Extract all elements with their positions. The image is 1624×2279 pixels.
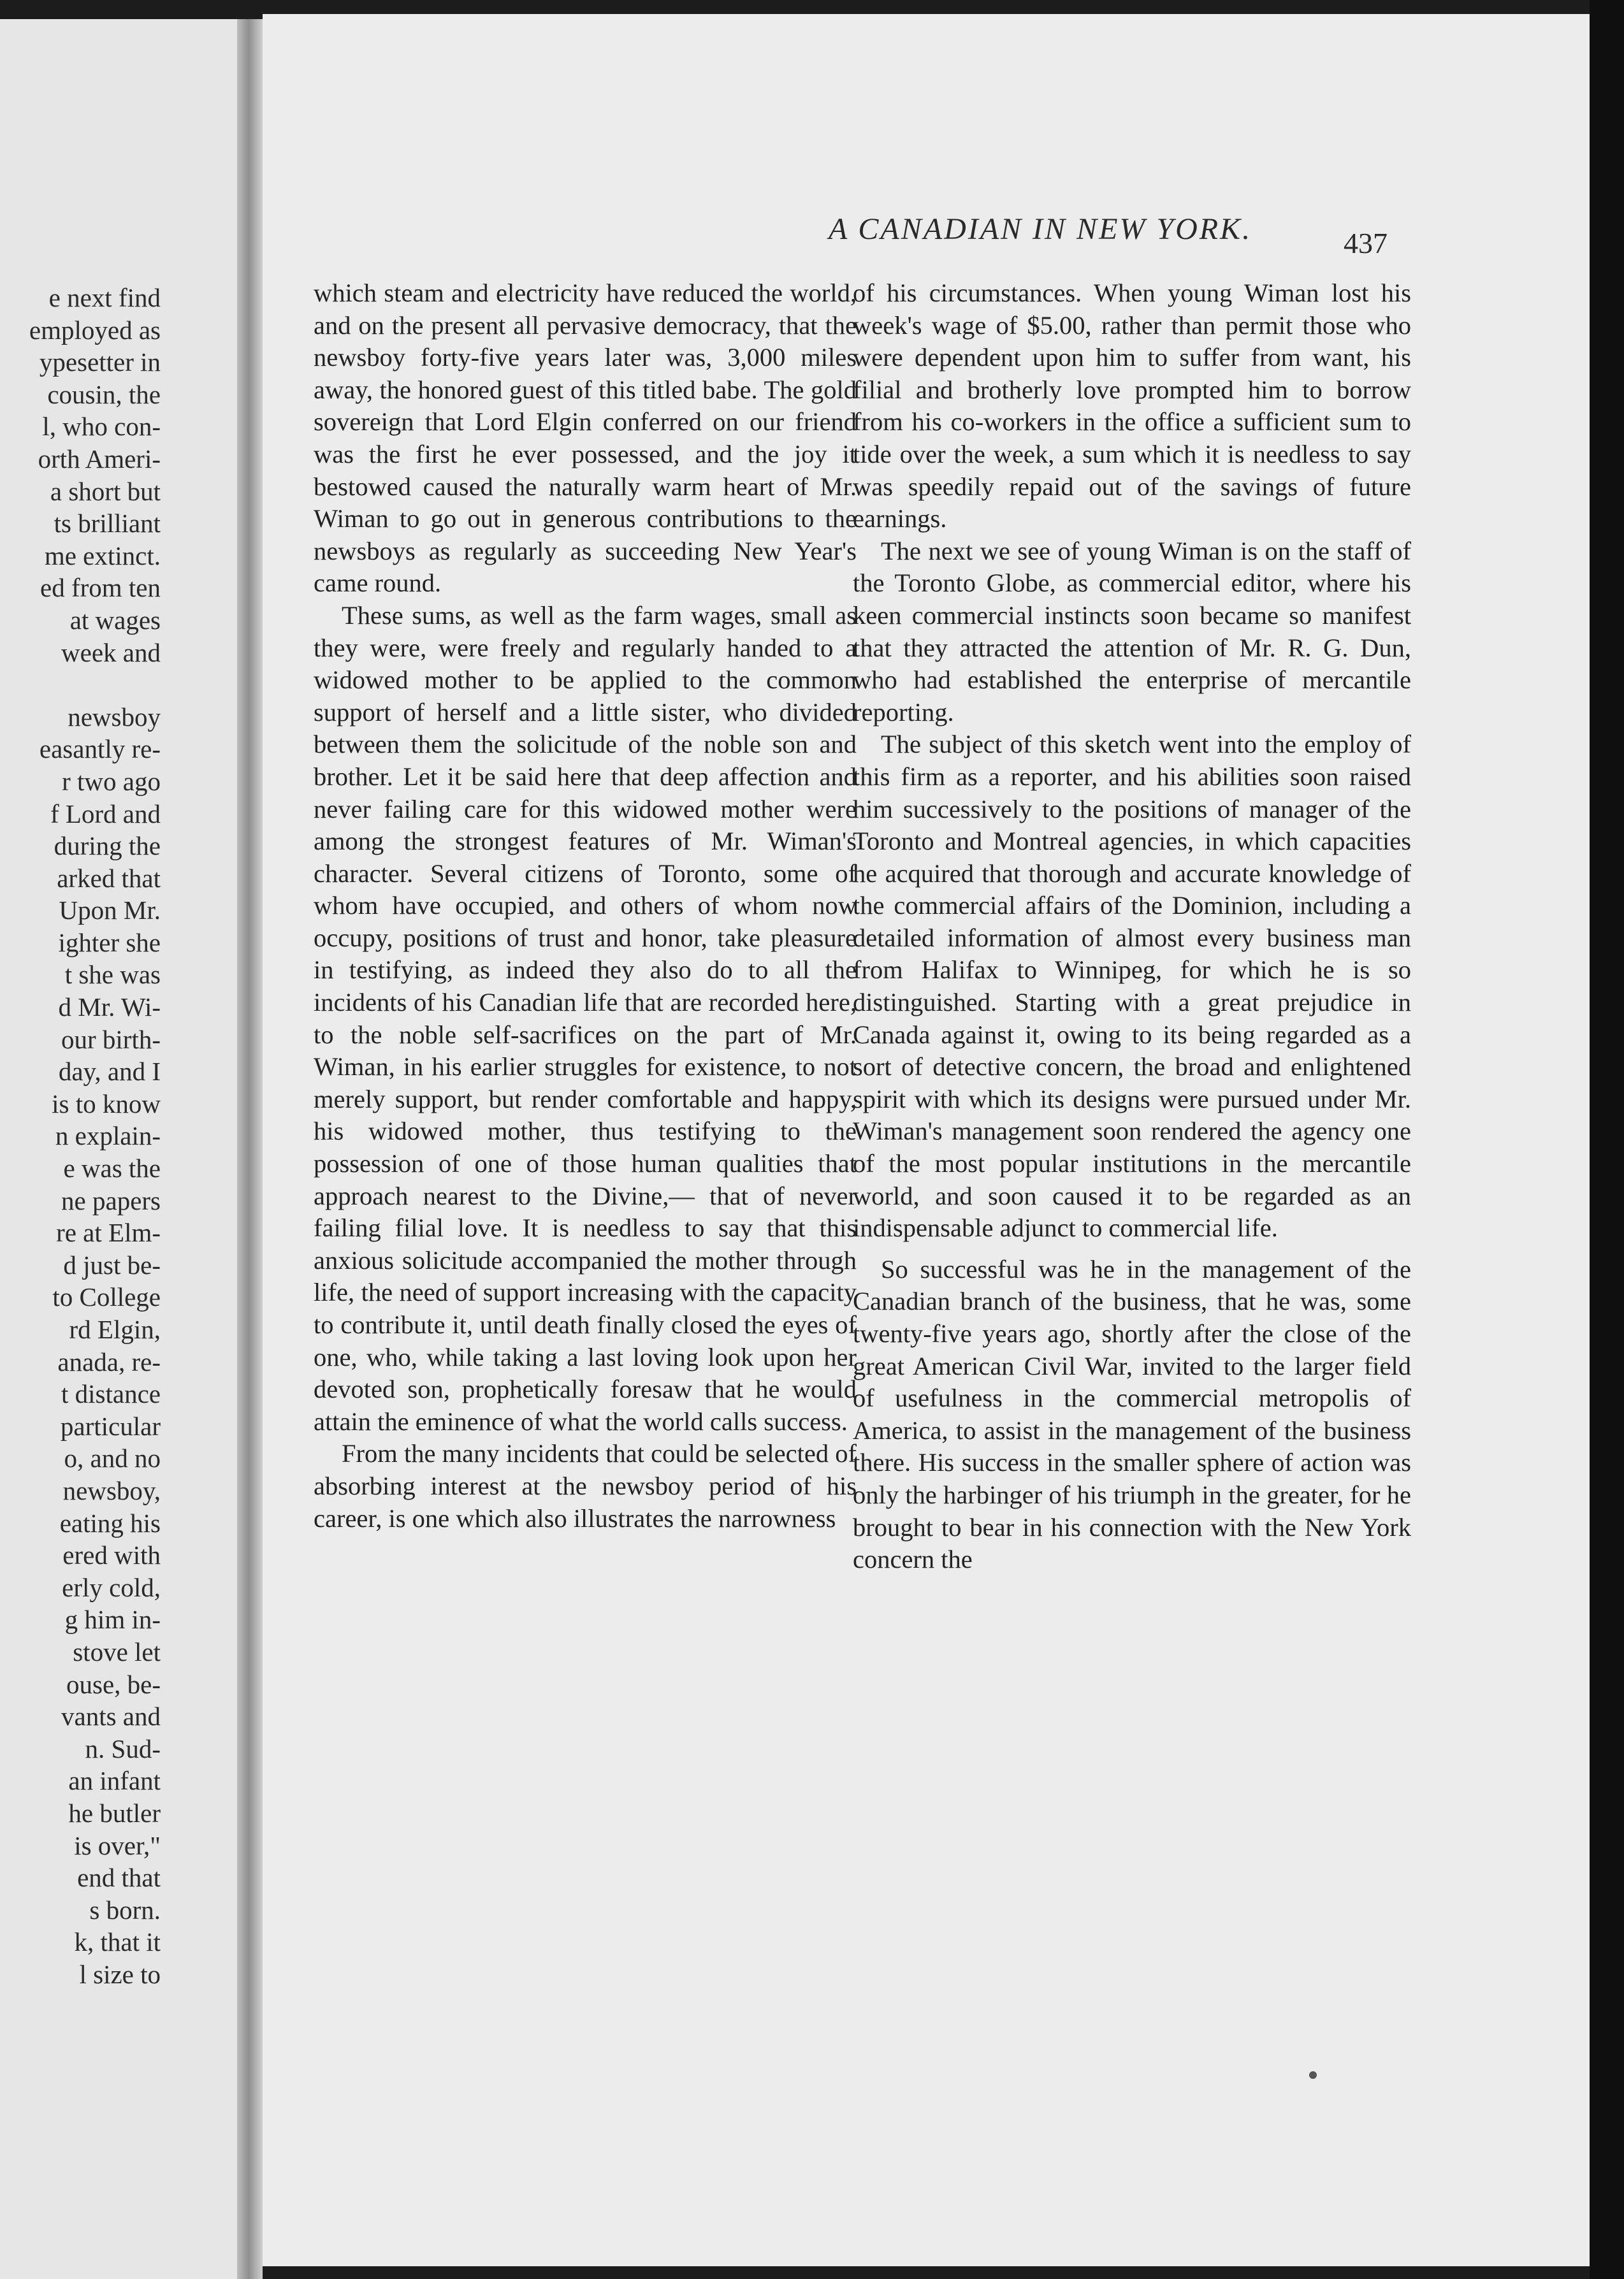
paragraph: The subject of this sketch went into the employ of this firm as a reporter, and his abilities soon raised him successively to the positions of manager of the Toronto and Montreal agencies, in which capacities he acquired that thorough and accurate knowledge of the commercial affairs of the Dominion, including a detailed information of almost every business man from Halifax to Winnipeg, for which he is so distinguished. Starting with a great prejudice in Canada against it, owing to its being regarded as a sort of detective concern, the broad and enlightened spirit with which its designs were pursued under Mr. Wiman's management soon rendered the agency one of the most popular institutions in the mercantile world, and soon caused it to be regarded as an indispensable adjunct to commercial life. xyxy=(853,730,1411,1243)
fragment-line: ouse, be- xyxy=(66,1669,161,1699)
fragment-line: stove let xyxy=(73,1637,161,1667)
fragment-line: our birth- xyxy=(61,1024,161,1054)
fragment-line: vants and xyxy=(61,1702,161,1732)
fragment-line: f Lord and xyxy=(50,799,161,828)
fragment-line: ne papers xyxy=(61,1185,161,1215)
fragment-line: eating his xyxy=(59,1508,161,1538)
fragment-line: newsboy xyxy=(68,702,161,732)
fragment-line: e was the xyxy=(63,1154,161,1183)
fragment-line: me extinct. xyxy=(44,540,161,570)
fragment-line: week and xyxy=(61,637,161,667)
fragment-line: ypesetter in xyxy=(39,347,161,377)
fragment-line: end that xyxy=(77,1863,161,1893)
fragment-line: ts brilliant xyxy=(54,509,161,539)
facing-page-fragment xyxy=(0,19,237,2279)
fragment-line: ighter she xyxy=(58,927,161,957)
fragment-line: l, who con- xyxy=(42,412,161,442)
fragment-line: during the xyxy=(54,831,161,861)
fragment-line: particular xyxy=(60,1411,161,1441)
fragment-line: easantly re- xyxy=(39,734,161,764)
paragraph: of his circumstances. When young Wiman lost his week's wage of $5.00, rather than permit those who were dependent upon him to suffer from want, his filial and brotherly love prompted him to borrow from his co-workers in the office a sufficient sum to tide over the week, a sum which it is needless to say was speedily repaid out of the savings of future earnings. xyxy=(853,279,1411,533)
fragment-line: g him in- xyxy=(64,1605,161,1635)
fragment-line: r two ago xyxy=(62,766,161,796)
fragment-line: k, that it xyxy=(74,1927,161,1957)
running-head: A CANADIAN IN NEW YORK. xyxy=(828,212,1252,246)
ink-speck xyxy=(1309,2071,1317,2079)
fragment-line: is to know xyxy=(52,1089,161,1118)
fragment-line: t distance xyxy=(61,1379,161,1409)
fragment-line: re at Elm- xyxy=(56,1218,161,1248)
fragment-line xyxy=(29,669,161,701)
fragment-line: n explain- xyxy=(55,1121,161,1151)
fragment-line: ered with xyxy=(62,1540,161,1570)
fragment-line: d just be- xyxy=(63,1250,161,1280)
fragment-line: e next find xyxy=(48,283,161,312)
fragment-line: rd Elgin, xyxy=(69,1315,161,1344)
fragment-line: orth Ameri- xyxy=(38,444,161,474)
fragment-line: at wages xyxy=(69,605,161,635)
paragraph: which steam and electricity have reduced the world, and on the present all pervasive democracy, that the newsboy forty-five years later was, 3,000 miles away, the honored guest of this titled babe. The gold sovereign that Lord Elgin conferred on our friend was the first he ever possessed, and the joy it bestowed caused the naturally warm heart of Mr. Wiman to go out in generous contributions to the newsboys as regularly as succeeding New Year's came round. xyxy=(314,279,857,598)
paragraph: The next we see of young Wiman is on the staff of the Toronto Globe, as commercial editor, where his keen commercial instincts soon became so manifest that they attracted the attention of Mr. R. G. Dun, who had established the enterprise of mercantile reporting. xyxy=(853,536,1411,727)
fragment-line: ed from ten xyxy=(40,573,161,603)
paragraph: These sums, as well as the farm wages, small as they were, were freely and regularly handed to a widowed mother to be applied to the common support of herself and a little sister, who divided between them the solicitude of the noble son and brother. Let it be said here that deep affection and never failing care for this widowed mother were among the strongest features of Mr. Wiman's character. Several citizens of Toronto, some of whom have occupied, and others of whom now occupy, positions of trust and honor, take pleasure in testifying, as indeed they also do to all the incidents of his Canadian life that are recorded here, to the noble self-sacrifices on the part of Mr. Wiman, in his earlier struggles for existence, to not merely support, but render comfortable and happy, his widowed mother, thus testifying to the possession of one of those human qualities that approach nearest to the Divine,— that of never failing filial love. It is needless to say that this anxious solicitude accompanied the mother through life, the need of support increasing with the capacity to contribute it, until death finally closed the eyes of one, who, while taking a last loving look upon her devoted son, prophetically foresaw that he would attain the eminence of what the world calls success. xyxy=(314,600,857,1436)
fragment-line: employed as xyxy=(29,315,161,345)
fragment-line: Upon Mr. xyxy=(59,895,161,925)
page-number: 437 xyxy=(1344,227,1388,259)
scan-edge xyxy=(1590,0,1624,2279)
fragment-line: n. Sud- xyxy=(85,1733,161,1763)
fragment-line: is over," xyxy=(74,1830,161,1860)
text-column-right xyxy=(853,277,1411,1576)
page-437 xyxy=(263,14,1590,2266)
fragment-line: he butler xyxy=(68,1798,161,1828)
fragment-line: cousin, the xyxy=(47,379,161,409)
fragment-line: day, and I xyxy=(58,1057,161,1087)
fragment-line: s born. xyxy=(89,1895,161,1925)
facing-page-text xyxy=(29,282,161,1990)
fragment-line: an infant xyxy=(68,1766,161,1796)
text-column-left xyxy=(314,277,857,1535)
paragraph: So successful was he in the management of the Canadian branch of the business, that he was, some twenty-five years ago, shortly after the close of the great American Civil War, invited to the larger field of usefulness in the commercial metropolis of America, to assist in the management of the business there. His success in the smaller sphere of action was only the harbinger of his triumph in the greater, for he brought to bear in his connection with the New York concern the xyxy=(853,1254,1411,1574)
fragment-line: arked that xyxy=(57,863,161,893)
fragment-line: o, and no xyxy=(64,1443,161,1473)
fragment-line: a short but xyxy=(50,476,161,506)
fragment-line: erly cold, xyxy=(62,1572,161,1602)
fragment-line: d Mr. Wi- xyxy=(58,992,161,1022)
paragraph: From the many incidents that could be selected of absorbing interest at the newsboy period of his career, is one which also illustrates the narrowness xyxy=(314,1439,857,1533)
fragment-line: to College xyxy=(52,1282,161,1312)
fragment-line: l size to xyxy=(79,1959,161,1989)
fragment-line: t she was xyxy=(64,960,161,990)
book-gutter xyxy=(237,19,263,2279)
fragment-line: anada, re- xyxy=(57,1347,161,1377)
fragment-line: newsboy, xyxy=(62,1475,161,1505)
